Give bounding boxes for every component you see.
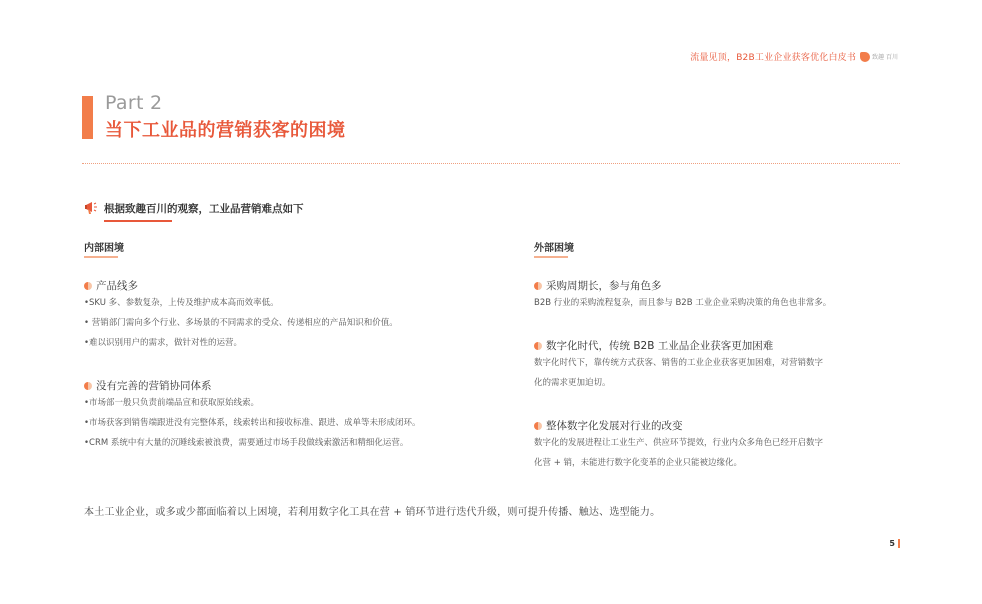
section-text: B2B 行业的采购流程复杂，而且参与 B2B 工业企业采购决策的角色也非常多。 bbox=[534, 298, 832, 308]
bullet-dot-icon bbox=[84, 282, 92, 290]
section-text: 数字化的发展进程让工业生产、供应环节提效，行业内众多角色已经开启数字 bbox=[534, 438, 824, 448]
section-title: 整体数字化发展对行业的改变 bbox=[546, 420, 683, 432]
page-number-bar bbox=[898, 539, 900, 548]
page-header bbox=[690, 50, 898, 63]
intro-text: 根据致趣百川的观察，工业品营销难点如下 bbox=[104, 202, 304, 215]
logo-text: 致趣 百川 bbox=[872, 54, 898, 61]
internal-heading: 内部困境 bbox=[84, 239, 124, 254]
part-label: Part 2 bbox=[105, 92, 163, 114]
section-industry-change bbox=[534, 418, 904, 473]
bullet-dot-icon bbox=[534, 282, 542, 290]
external-heading: 外部困境 bbox=[534, 239, 574, 254]
section-marketing-collab bbox=[84, 378, 421, 453]
bullet-dot-icon bbox=[534, 422, 542, 430]
section-title-row bbox=[84, 378, 421, 393]
section-title: 产品线多 bbox=[96, 280, 138, 292]
section-product-lines bbox=[84, 278, 398, 353]
bullet-text: •难以识别用户的需求，做针对性的运营。 bbox=[84, 338, 243, 348]
logo-icon bbox=[860, 52, 870, 62]
bullet-text: •市场部一般只负责前端品宣和获取原始线索。 bbox=[84, 398, 260, 408]
section-text: 数字化时代下，靠传统方式获客、销售的工业企业获客更加困难，对营销数字 bbox=[534, 358, 824, 368]
section-text: 化营 + 销，未能进行数字化变革的企业只能被边缘化。 bbox=[534, 458, 743, 468]
section-title-row bbox=[534, 338, 904, 353]
bullet-dot-icon bbox=[534, 342, 542, 350]
section-title-row bbox=[534, 418, 904, 433]
dotted-divider bbox=[82, 163, 900, 164]
part-accent-bar bbox=[82, 96, 93, 139]
page-number bbox=[889, 539, 900, 548]
part-title: 当下工业品的营销获客的困境 bbox=[105, 120, 346, 141]
bullet-text: • 营销部门需向多个行业、多场景的不同需求的受众、传递相应的产品知识和价值。 bbox=[84, 318, 398, 328]
section-title: 采购周期长，参与角色多 bbox=[546, 280, 662, 292]
section-title: 没有完善的营销协同体系 bbox=[96, 380, 212, 392]
megaphone-icon bbox=[84, 200, 98, 216]
intro-line bbox=[84, 200, 304, 216]
summary-text: 本土工业企业，或多或少都面临着以上困境，若利用数字化工具在营 + 销环节进行迭代升级，则可提升传播、触达、选型能力。 bbox=[84, 507, 661, 518]
page-number-text: 5 bbox=[889, 539, 895, 548]
section-title-row bbox=[534, 278, 904, 293]
bullet-text: •SKU 多、参数复杂，上传及维护成本高而效率低。 bbox=[84, 298, 279, 308]
section-title-row bbox=[84, 278, 398, 293]
section-text: 化的需求更加迫切。 bbox=[534, 378, 611, 388]
section-title: 数字化时代，传统 B2B 工业品企业获客更加困难 bbox=[546, 340, 774, 352]
section-procurement bbox=[534, 278, 904, 313]
brand-logo bbox=[860, 52, 898, 62]
bullet-text: •市场获客到销售端跟进没有完整体系，线索转出和接收标准、跟进、成单等未形成闭环。 bbox=[84, 418, 421, 428]
section-digital-era bbox=[534, 338, 904, 393]
bullet-dot-icon bbox=[84, 382, 92, 390]
header-title: 流量见顶，B2B工业企业获客优化白皮书 bbox=[690, 53, 857, 63]
bullet-text: •CRM 系统中有大量的沉睡线索被浪费，需要通过市场手段做线索激活和精细化运营。 bbox=[84, 438, 409, 448]
